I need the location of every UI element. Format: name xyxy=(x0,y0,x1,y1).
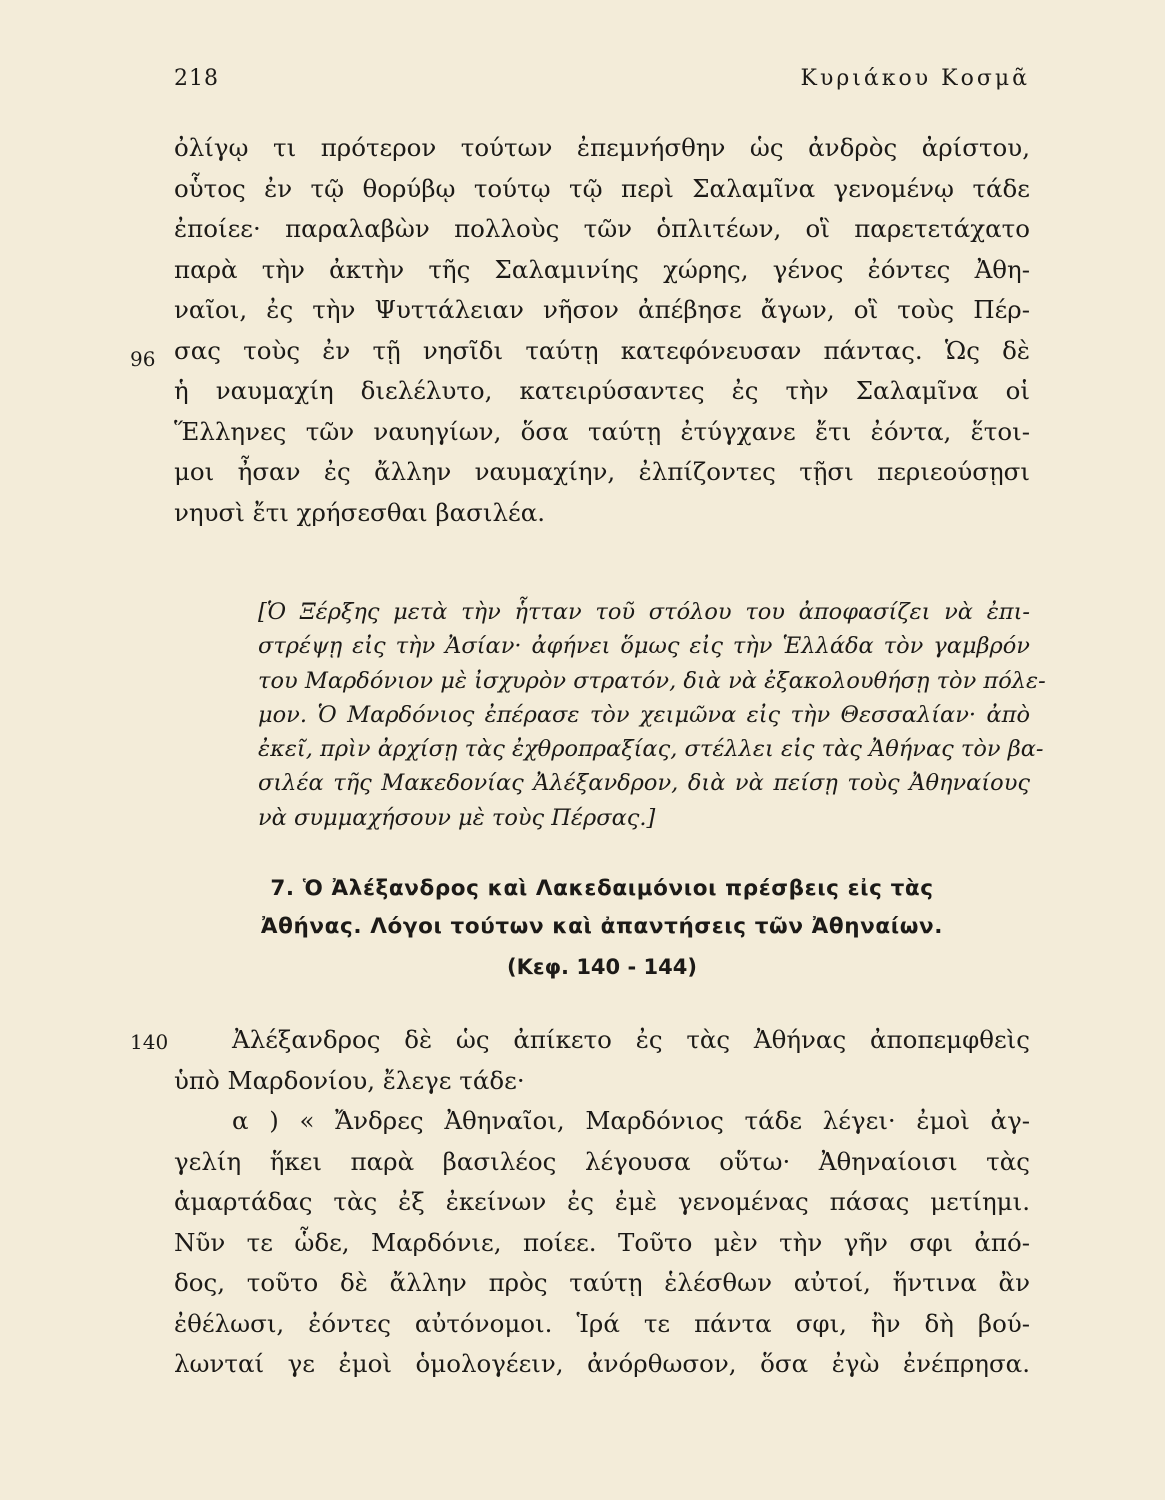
summary-line: σιλέα τῆς Μακεδονίας Ἀλέξανδρον, διὰ νὰ πείσῃ τοὺς Ἀθηναίους xyxy=(258,770,1030,797)
running-head: Κυριάκου Κοσμᾶ xyxy=(800,66,1030,91)
text-line: ὑπὸ Μαρδονίου, ἔλεγε τάδε· xyxy=(174,1065,525,1095)
text-line: σας τοὺς ἐν τῇ νησῖδι ταύτῃ κατεφόνευσαν πάντας. Ὡς δὲ xyxy=(174,335,1030,365)
page-number: 218 xyxy=(174,66,219,91)
text-line: ναῖοι, ἐς τὴν Ψυττάλειαν νῆσον ἀπέβησε ἄγων, οἳ τοὺς Πέρ- xyxy=(174,295,1030,324)
text-line: ἡ ναυμαχίη διελέλυτο, κατειρύσαντες ἐς τὴν Σαλαμῖνα οἱ xyxy=(174,376,1030,405)
page-header xyxy=(174,66,1030,98)
summary-line: [Ὁ Ξέρξης μετὰ τὴν ἧτταν τοῦ στόλου του ἀποφασίζει νὰ ἐπι- xyxy=(258,599,1030,625)
summary-line: του Μαρδόνιον μὲ ἰσχυρὸν στρατόν, διὰ νὰ ἐξακολουθήσῃ τὸν πόλε- xyxy=(258,667,1046,694)
text-line: οὗτος ἐν τῷ θορύβῳ τούτῳ τῷ περὶ Σαλαμῖνα γενομένῳ τάδε xyxy=(174,173,1030,203)
section-heading xyxy=(174,870,1030,946)
margin-chapter-number: 140 xyxy=(130,1030,169,1054)
greek-paragraph-2 xyxy=(174,1020,1030,1385)
text-line: ἐθέλωσι, ἐόντες αὐτόνομοι. Ἱρά τε πάντα σφι, ἢν δὴ βού- xyxy=(174,1308,1030,1338)
text-line: Ἀλέξανδρος δὲ ὡς ἀπίκετο ἐς τὰς Ἀθήνας ἀποπεμφθεὶς xyxy=(232,1025,1030,1054)
text-line: ἁμαρτάδας τὰς ἐξ ἐκείνων ἐς ἐμὲ γενομένας πάσας μετίημι. xyxy=(174,1187,1030,1216)
text-line: Ἕλληνες τῶν ναυηγίων, ὅσα ταύτῃ ἐτύγχανε ἔτι ἐόντα, ἕτοι- xyxy=(174,416,1030,446)
modern-greek-summary xyxy=(258,595,1046,835)
text-line: παρὰ τὴν ἀκτὴν τῆς Σαλαμινίης χώρης, γένος ἐόντες Ἀθη- xyxy=(174,254,1030,284)
text-line: λωνταί γε ἐμοὶ ὁμολογέειν, ἀνόρθωσον, ὅσα ἐγὼ ἐνέπρησα. xyxy=(174,1349,1030,1378)
section-heading-line: Ἀθήνας. Λόγοι τούτων καὶ ἀπαντήσεις τῶν Ἀθηναίων. xyxy=(260,914,944,939)
summary-line: μον. Ὁ Μαρδόνιος ἐπέρασε τὸν χειμῶνα εἰς τὴν Θεσσαλίαν· ἀπὸ xyxy=(258,701,1030,728)
greek-paragraph-1 xyxy=(174,128,1030,533)
text-line: ἐποίεε· παραλαβὼν πολλοὺς τῶν ὁπλιτέων, οἳ παρετετάχατο xyxy=(174,214,1030,243)
section-heading-line: 7. Ὁ Ἀλέξανδρος καὶ Λακεδαιμόνιοι πρέσβεις εἰς τὰς xyxy=(270,876,934,901)
text-line: Νῦν τε ὧδε, Μαρδόνιε, ποίεε. Τοῦτο μὲν τὴν γῆν σφι ἀπό- xyxy=(174,1227,1030,1257)
text-line: ὀλίγῳ τι πρότερον τούτων ἐπεμνήσθην ὡς ἀνδρὸς ἀρίστου, xyxy=(174,133,1030,162)
chapter-range: (Κεφ. 140 - 144) xyxy=(507,955,697,979)
summary-line: ἐκεῖ, πρὶν ἀρχίσῃ τὰς ἐχθροπραξίας, στέλλει εἰς τὰς Ἀθήνας τὸν βα- xyxy=(258,736,1044,763)
margin-chapter-number: 96 xyxy=(130,347,156,371)
summary-line: στρέψῃ εἰς τὴν Ἀσίαν· ἀφήνει ὅμως εἰς τὴν Ἑλλάδα τὸν γαμβρόν xyxy=(258,633,1030,660)
text-line: δος, τοῦτο δὲ ἄλλην πρὸς ταύτῃ ἑλέσθων αὐτοί, ἥντινα ἂν xyxy=(174,1268,1030,1297)
text-line: α ) « Ἄνδρες Ἀθηναῖοι, Μαρδόνιος τάδε λέγει· ἐμοὶ ἀγ- xyxy=(232,1106,1030,1135)
summary-line: νὰ συμμαχήσουν μὲ τοὺς Πέρσας.] xyxy=(258,804,656,831)
text-line: γελίη ἥκει παρὰ βασιλέος λέγουσα οὕτω· Ἀθηναίοισι τὰς xyxy=(174,1146,1030,1176)
text-line: μοι ἦσαν ἐς ἄλλην ναυμαχίην, ἐλπίζοντες τῇσι περιεούσῃσι xyxy=(174,457,1030,486)
text-line: νηυσὶ ἔτι χρήσεσθαι βασιλέα. xyxy=(174,497,546,527)
